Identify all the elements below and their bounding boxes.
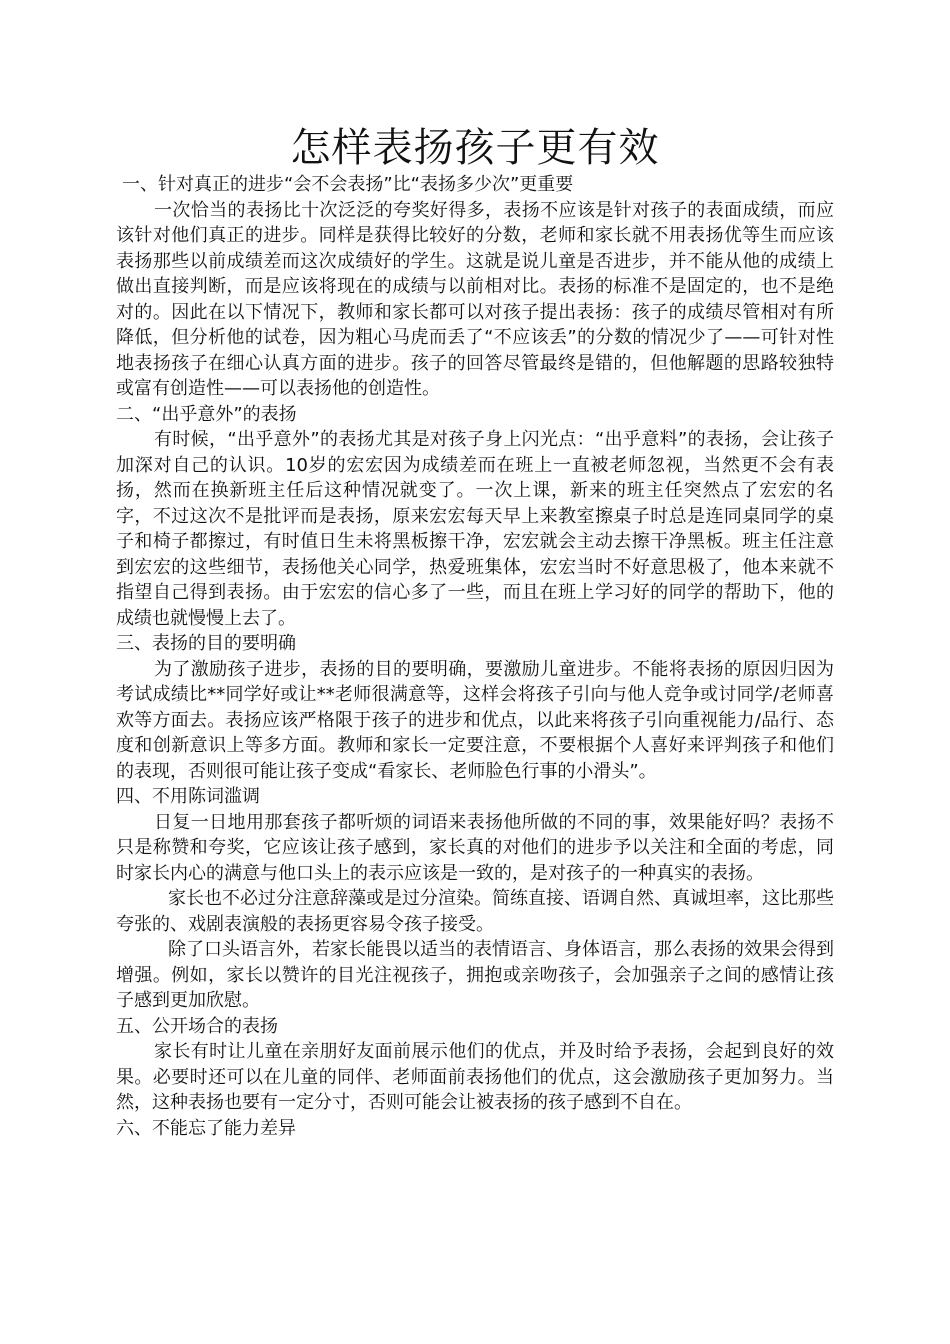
paragraph: 为了激励孩子进步，表扬的目的要明确，要激励儿童进步。不能将表扬的原因归因为考试成绩比**同学好或让**老师很满意等，这样会将孩子引向与他人竞争或讨同学/老师喜欢等方面去。表扬应该严格限于孩子的进步和优点，以此来将孩子引向重视能力/品行、态度和创新意识上等多方面。教师和家长一定要注意，不要根据个人喜好来评判孩子和他们的表现，否则很可能让孩子变成“看家长、老师脸色行事的小滑头”。 <box>116 658 834 782</box>
section-heading: 二、“出乎意外”的表扬 <box>116 403 297 425</box>
section-heading: 一、针对真正的进步“会不会表扬”比“表扬多少次”更重要 <box>122 174 574 195</box>
section-4 <box>116 784 834 1014</box>
section-heading: 六、不能忘了能力差异 <box>116 1117 296 1139</box>
paragraph: 家长也不必过分注意辞藻或是过分渲染。简练直接、语调自然、真诚坦率，这比那些夸张的、戏剧表演般的表扬更容易令孩子接受。 <box>116 888 834 935</box>
section-heading: 三、表扬的目的要明确 <box>116 633 296 654</box>
document-title: 怎样表扬孩子更有效 <box>290 125 660 171</box>
document-body <box>116 172 834 1141</box>
section-6 <box>116 1116 834 1142</box>
section-3 <box>116 631 834 784</box>
paragraph: 除了口头语言外，若家长能畏以适当的表情语言、身体语言，那么表扬的效果会得到增强。例如，家长以赞许的目光注视孩子，拥抱或亲吻孩子，会加强亲子之间的感情让孩子感到更加欣慰。 <box>116 939 834 1011</box>
section-heading: 五、公开场合的表扬 <box>116 1015 278 1037</box>
paragraph: 有时候，“出乎意外”的表扬尤其是对孩子身上闪光点：“出乎意料”的表扬，会让孩子加深对自己的认识。10岁的宏宏因为成绩差而在班上一直被老师忽视，当然更不会有表扬，然而在换新班主任后这种情况就变了。一次上课，新来的班主任突然点了宏宏的名字，不过这次不是批评而是表扬，原来宏宏每天早上来教室擦桌子时总是连同桌同学的桌子和椅子都擦过，有时值日生未将黑板擦干净，宏宏就会主动去擦干净黑板。班主任注意到宏宏的这些细节，表扬他关心同学，热爱班集体，宏宏当时不好意思极了，他本来就不指望自己得到表扬。由于宏宏的信心多了一些，而且在班上学习好的同学的帮助下，他的成绩也就慢慢上去了。 <box>116 429 834 629</box>
section-heading: 四、不用陈词滥调 <box>116 786 260 807</box>
paragraph: 一次恰当的表扬比十次泛泛的夸奖好得多，表扬不应该是针对孩子的表面成绩，而应该针对他们真正的进步。同样是获得比较好的分数，老师和家长就不用表扬优等生而应该表扬那些以前成绩差而这次成绩好的学生。这就是说儿童是否进步，并不能从他的成绩上做出直接判断，而是应该将现在的成绩与以前相对比。表扬的标准不是固定的，也不是绝对的。因此在以下情况下，教师和家长都可以对孩子提出表扬：孩子的成绩尽管相对有所降低，但分析他的试卷，因为粗心马虎而丢了“不应该丢”的分数的情况少了——可针对性地表扬孩子在细心认真方面的进步。孩子的回答尽管最终是错的，但他解题的思路较独特或富有创造性——可以表扬他的创造性。 <box>116 199 834 399</box>
paragraph: 日复一日地用那套孩子都听烦的词语来表扬他所做的不同的事，效果能好吗？表扬不只是称赞和夸奖，它应该让孩子感到，家长真的对他们的进步予以关注和全面的考虑，同时家长内心的满意与他口头上的表示应该是一致的，是对孩子的一种真实的表扬。 <box>116 811 834 884</box>
section-2 <box>116 402 834 632</box>
paragraph: 家长有时让儿童在亲朋好友面前展示他们的优点，并及时给予表扬，会起到良好的效果。必要时还可以在儿童的同伴、老师面前表扬他们的优点，这会激励孩子更加努力。当然，这种表扬也要有一定分寸，否则可能会让被表扬的孩子感到不自在。 <box>116 1041 834 1113</box>
section-1 <box>116 172 834 402</box>
section-5 <box>116 1014 834 1116</box>
